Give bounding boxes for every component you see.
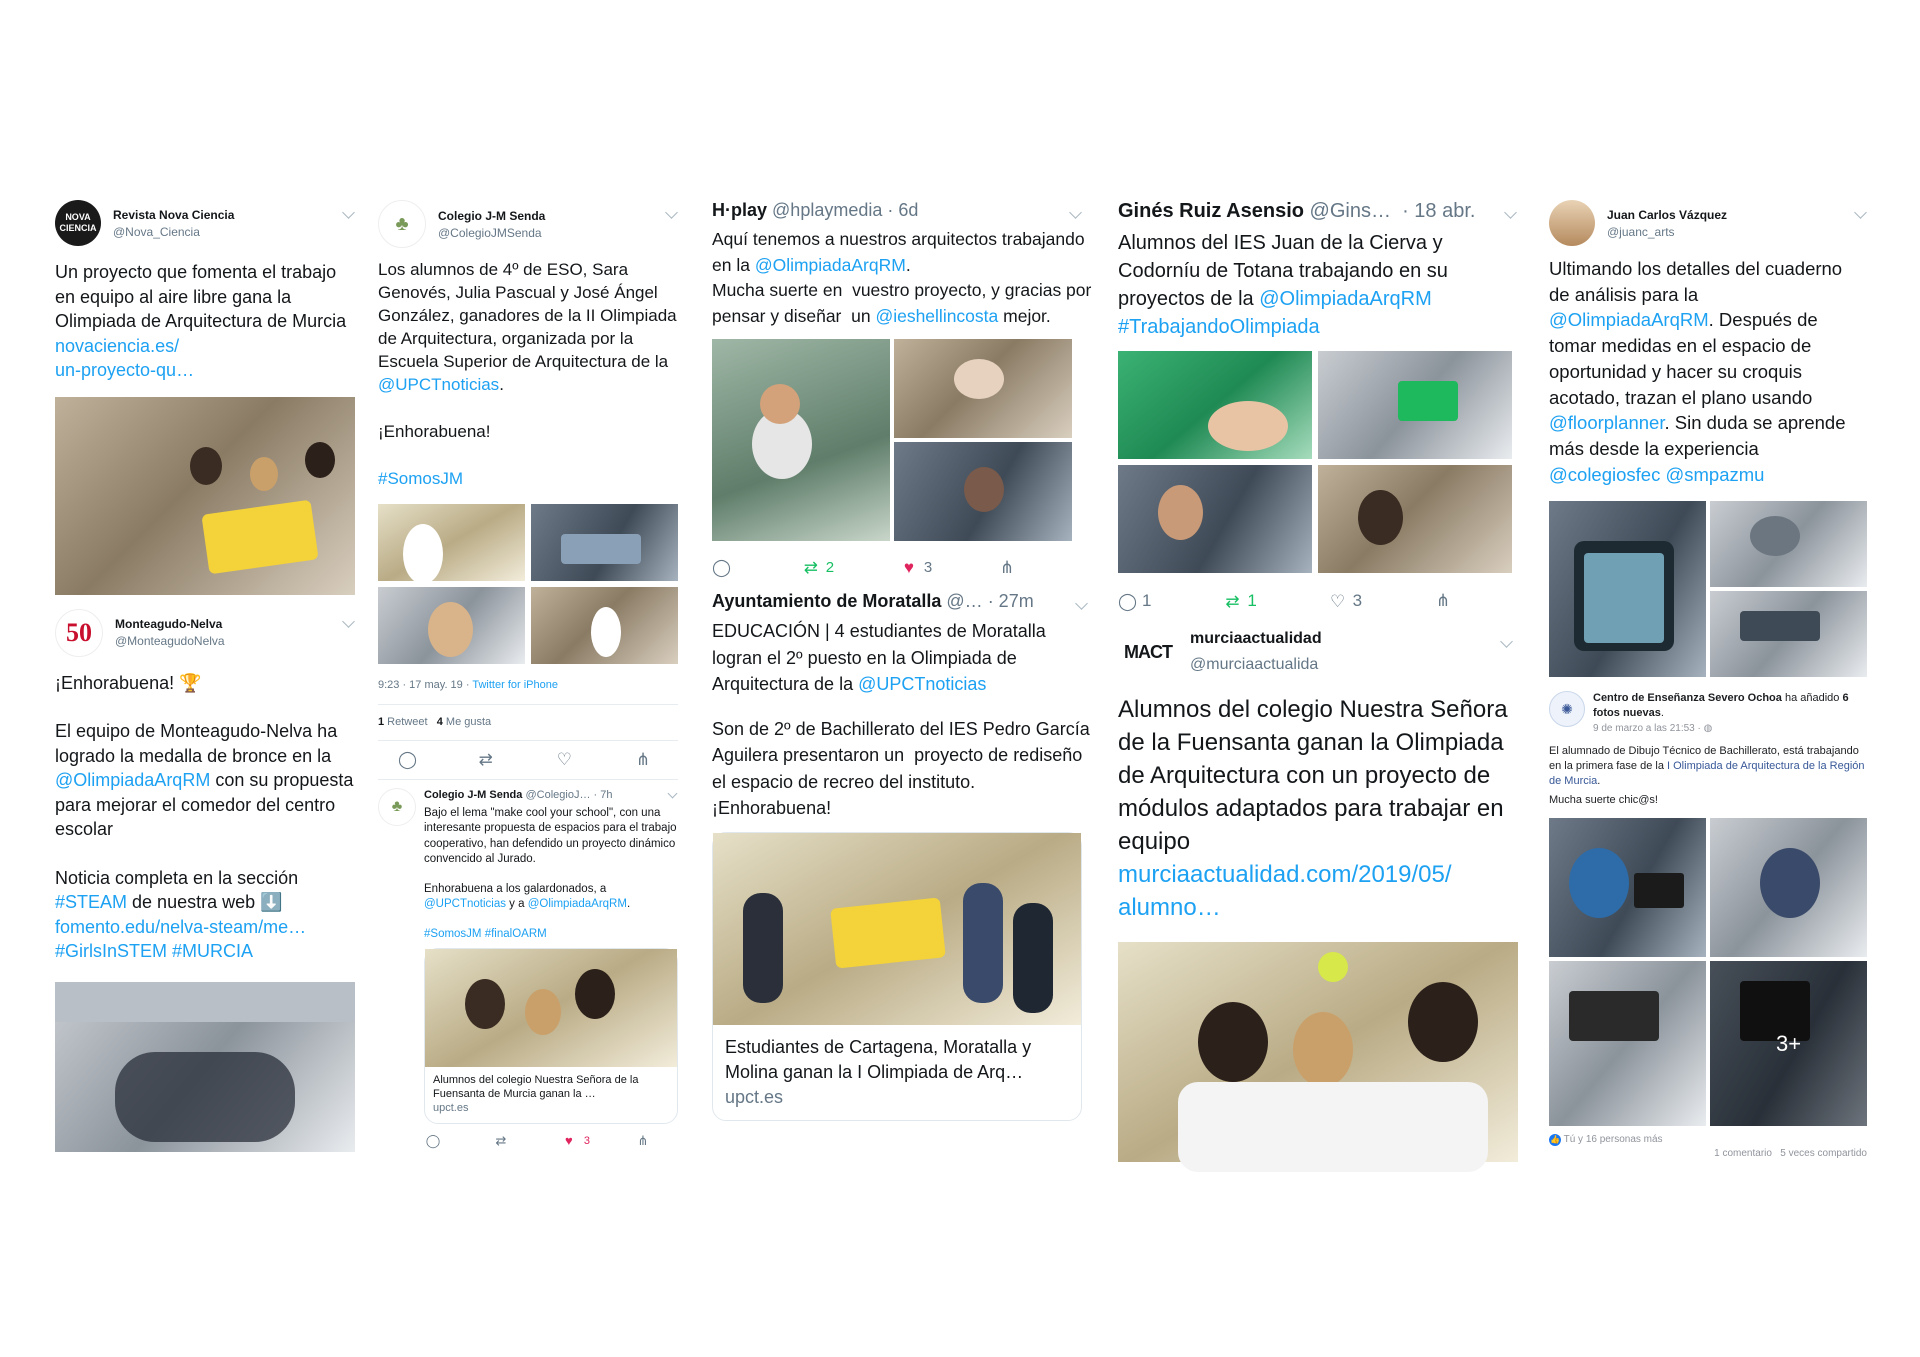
tweet-text: EDUCACIÓN | 4 estudiantes de Moratalla logran el 2º puesto en la Olimpiada de Arquitectura de la @UPCTnoticias <box>712 621 1051 695</box>
avatar-monteagudo[interactable] <box>55 609 103 657</box>
like-count: 3 <box>583 1134 591 1147</box>
post-date[interactable]: 9 de marzo a las 21:53 · ◍ <box>1593 723 1713 735</box>
share-icon[interactable]: ⋔ <box>999 558 1015 578</box>
tweet-time: · 27m <box>987 591 1034 612</box>
photo-students-award <box>55 397 355 595</box>
divider <box>378 779 678 780</box>
mention-link[interactable]: @OlimpiadaArqRM <box>55 770 211 790</box>
like-count: 3 <box>923 559 933 576</box>
tweet-header <box>55 609 355 657</box>
tweet-header <box>712 591 1092 612</box>
tweet-header <box>712 200 1092 221</box>
tweet-text: ¡Enhorabuena! <box>378 422 491 441</box>
author-handle[interactable]: @… <box>946 591 983 612</box>
facebook-post-header <box>1549 691 1867 736</box>
tweet-text: ¡Enhorabuena! 🏆 <box>55 672 202 693</box>
author-name[interactable]: Colegio J-M Senda <box>438 208 546 223</box>
retweet-count: 1 <box>1247 591 1257 610</box>
avatar-jm-senda[interactable] <box>378 788 416 826</box>
tweet-time: · 7h <box>593 789 613 801</box>
column-colegio-jm-senda <box>378 200 682 1200</box>
retweet-count: 2 <box>825 559 835 576</box>
hashtag-link[interactable]: #STEAM <box>55 892 128 912</box>
author-handle[interactable]: @Nova_Ciencia <box>113 224 200 239</box>
photo-1 <box>1118 351 1312 459</box>
tweet-text: El equipo de Monteagudo-Nelva ha logrado la medalla de bronce en la @OlimpiadaArqRM con su propuesta para mejorar el comedor del centro escolar <box>55 721 359 839</box>
like-count: 3 <box>1352 591 1363 610</box>
comment-count[interactable]: 1 comentario <box>1714 1148 1772 1160</box>
card-title: Alumnos del colegio Nuestra Señora de la Fuensanta de Murcia ganan la … <box>433 1074 639 1100</box>
tweet-text: Un proyecto que fomenta el trabajo en equipo al aire libre gana la Olimpiada de Arquitectura de Murcia novaciencia.es/ un-proyecto-qu… <box>55 262 352 380</box>
share-count[interactable]: 5 veces compartido <box>1780 1148 1867 1160</box>
tweet-text: Enhorabuena a los galardonados, a @UPCTnoticias y a @OlimpiadaArqRM. <box>424 882 631 910</box>
tweet-text: Aquí tenemos a nuestros arquitectos trabajando en la @OlimpiadaArqRM. Mucha suerte en vuestro proyecto, y gracias por pensar y diseñar un @ieshellincosta mejor. <box>712 229 1092 326</box>
retweet-icon[interactable]: ⇄ <box>478 750 493 769</box>
column-hplay-moratalla <box>712 200 1092 1200</box>
mention-link[interactable]: @ieshellincosta <box>875 305 999 326</box>
mention-link[interactable]: @UPCTnoticias <box>378 375 500 394</box>
photo-3 <box>1549 961 1706 1126</box>
avatar-jm-senda[interactable] <box>378 200 426 248</box>
avatar-murciaactualidad[interactable] <box>1118 629 1178 675</box>
photo-3 <box>1710 591 1867 677</box>
tweet-photos[interactable] <box>1118 351 1512 573</box>
mention-link[interactable]: @OlimpiadaArqRM <box>754 254 906 275</box>
tweet-link[interactable]: un-proyecto-qu… <box>55 360 195 380</box>
crest-logo-icon: ✺ <box>1561 700 1573 717</box>
facebook-photos[interactable] <box>1549 818 1867 1126</box>
card-image <box>425 949 677 1067</box>
chevron-down-icon[interactable] <box>1075 597 1088 610</box>
like-icon[interactable]: ♡ <box>1330 591 1346 611</box>
tweet-photos[interactable] <box>1549 501 1867 677</box>
share-icon[interactable]: ⋔ <box>635 750 651 769</box>
link-card[interactable] <box>424 948 678 1124</box>
photo-4 <box>1318 465 1512 573</box>
like-icon[interactable]: ♥ <box>903 558 914 578</box>
like-reaction-icon: 👍 <box>1550 1135 1560 1145</box>
author-handle[interactable]: @juanc_arts <box>1607 224 1675 239</box>
retweet-action[interactable] <box>1223 591 1256 611</box>
author-name[interactable]: Monteagudo-Nelva <box>115 617 223 631</box>
card-image <box>713 833 1081 1025</box>
reply-header <box>424 788 678 804</box>
tweet-link[interactable]: fomento.edu/nelva-steam/me… <box>55 916 307 937</box>
mention-link[interactable]: @OlimpiadaArqRM <box>527 898 627 910</box>
more-photos-count: 3+ <box>1775 1030 1802 1056</box>
chevron-down-icon[interactable] <box>1504 206 1517 219</box>
mention-link[interactable]: @UPCTnoticias <box>424 898 506 910</box>
photo-1 <box>1549 818 1706 957</box>
author-name[interactable]: Ayuntamiento de Moratalla <box>712 591 942 612</box>
link-card[interactable] <box>712 832 1082 1121</box>
avatar-nova-ciencia[interactable] <box>55 200 101 246</box>
author-handle[interactable]: @murciaactualida <box>1190 656 1319 673</box>
mention-link[interactable]: @UPCTnoticias <box>858 674 987 695</box>
author-handle[interactable]: @Gins… <box>1309 200 1391 222</box>
tweet-meta: 9:23 · 17 may. 19 · Twitter for iPhone <box>378 679 558 691</box>
like-action[interactable] <box>1329 591 1362 611</box>
facebook-post-author: Centro de Enseñanza Severo Ochoa ha añadido 6 fotos nuevas. 9 de marzo a las 21:53 · ◍ <box>1593 691 1867 736</box>
tweet-header <box>1549 200 1867 246</box>
chevron-down-icon[interactable] <box>342 615 355 628</box>
tweet-text: Alumnos del IES Juan de la Cierva y Codorníu de Totana trabajando en su proyectos de la @OlimpiadaArqRM #TrabajandoOlimpiada <box>1118 232 1454 338</box>
tweet-photos[interactable] <box>712 339 1072 541</box>
hashtag-link[interactable]: #TrabajandoOlimpiada <box>1118 316 1320 338</box>
hashtag-link[interactable]: #SomosJM #finalOARM <box>424 927 547 940</box>
column-gines-murciaactualidad <box>1118 200 1525 1200</box>
chevron-down-icon[interactable] <box>1854 206 1867 219</box>
avatar-text: NOVA CIENCIA <box>59 212 97 233</box>
author-name[interactable]: Ginés Ruiz Asensio <box>1118 200 1304 222</box>
page-name[interactable]: Centro de Enseñanza Severo Ochoa <box>1593 692 1782 705</box>
like-action[interactable] <box>560 1132 590 1150</box>
like-icon[interactable]: ♥ <box>565 1132 573 1148</box>
author-name[interactable]: Revista Nova Ciencia <box>113 207 235 222</box>
tree-logo-icon: ♣ <box>395 212 409 235</box>
reply-icon[interactable]: ◯ <box>398 750 418 769</box>
tweet-text: Ultimando los detalles del cuaderno de análisis para la @OlimpiadaArqRM. Después de tomar medidas en el espacio de oportunidad y hacer su croquis acotado, trazan el plano usando @floorplanner. Sin duda se aprende más desde la experiencia @colegiosfec @smpazmu <box>1549 258 1851 485</box>
avatar-severo-ochoa[interactable] <box>1549 691 1585 727</box>
tweet-photo[interactable] <box>55 982 355 1152</box>
card-domain: upct.es <box>433 1102 469 1114</box>
mention-link[interactable]: @colegiosfec @smpazmu <box>1549 463 1765 485</box>
hashtag-link[interactable]: #SomosJM <box>378 469 464 488</box>
avatar-text: MACT <box>1124 641 1172 662</box>
like-icon[interactable]: ♡ <box>556 750 572 769</box>
tweet-text: Noticia completa en la sección #STEAM de nuestra web ⬇️ fomento.edu/nelva-steam/me… #GirlsInSTEM #MURCIA <box>55 867 307 961</box>
author-name[interactable]: Colegio J-M Senda <box>424 789 523 801</box>
tweet-header <box>378 200 678 248</box>
tweet-header <box>55 200 355 246</box>
tweet-header <box>1118 629 1525 675</box>
photo-1 <box>378 504 525 581</box>
photo-3 <box>894 442 1072 541</box>
share-icon[interactable]: ⋔ <box>637 1132 649 1148</box>
photo-1 <box>712 339 890 541</box>
globe-icon: ◍ <box>1703 723 1713 735</box>
avatar-text: 50 <box>66 617 92 647</box>
retweet-icon[interactable]: ⇄ <box>495 1132 507 1148</box>
facebook-post-text: El alumnado de Dibujo Técnico de Bachillerato, está trabajando en la primera fase de la I Olimpiada de Arquitectura de la Región de Murcia. <box>1549 745 1865 788</box>
author-name[interactable]: murciaactualidad <box>1190 630 1322 647</box>
tweet-text: Son de 2º de Bachillerato del IES Pedro García Aguilera presentaron un proyecto de rediseño el espacio de recreo del instituto. ¡Enhorabuena! <box>712 718 1090 819</box>
divider <box>378 704 678 705</box>
photo-2 <box>1710 818 1867 957</box>
column-juan-carlos-severo-ochoa <box>1549 200 1867 1200</box>
tweet-actions <box>1118 591 1458 611</box>
tweet-time: · 6d <box>887 200 919 220</box>
retweet-icon[interactable]: ⇄ <box>1225 591 1240 611</box>
photo-3 <box>1118 465 1312 573</box>
photo-2 <box>1318 351 1512 459</box>
column-nova-ciencia <box>55 200 359 1200</box>
retweet-count[interactable]: 1 <box>378 715 385 728</box>
photo-4 <box>531 587 678 664</box>
tweet-text: Los alumnos de 4º de ESO, Sara Genovés, Julia Pascual y José Ángel González, ganadores de la II Olimpiada de Arquitectura, organizada por la Escuela Superior de Arquitectura de la @UPCTnoticias. <box>378 260 682 394</box>
author-handle[interactable]: @MonteagudoNelva <box>115 634 225 648</box>
hashtag-link[interactable]: #GirlsInSTEM #MURCIA <box>55 941 254 961</box>
photo-group-students <box>55 982 355 1152</box>
source-link[interactable]: Twitter for iPhone <box>472 679 558 691</box>
mention-link[interactable]: @OlimpiadaArqRM <box>1549 309 1709 331</box>
tweet-link[interactable]: murciaactualidad.com/2019/05/ alumno… <box>1118 861 1459 921</box>
author-name[interactable]: H·play <box>712 200 768 220</box>
tree-logo-icon: ♣ <box>391 798 403 815</box>
like-action[interactable] <box>900 559 932 577</box>
tweet-actions <box>378 751 678 769</box>
card-title: Estudiantes de Cartagena, Moratalla y Molina ganan la I Olimpiada de Arq… <box>725 1036 1037 1082</box>
facebook-reactions[interactable]: 👍 Tú y 16 personas más <box>1550 1134 1663 1146</box>
retweet-action[interactable] <box>802 559 834 577</box>
author-handle[interactable]: @ColegioJ… <box>525 789 591 801</box>
tweet-text: Bajo el lema "make cool your school", con una interesante propuesta de espacios para el trabajo cooperativo, han defendido un proyecto dinámico convencido al Jurado. <box>424 806 677 865</box>
tweet-photo[interactable] <box>55 397 355 595</box>
tweet-header <box>1118 200 1525 223</box>
chevron-down-icon[interactable] <box>665 206 678 219</box>
reply-icon[interactable]: ◯ <box>1118 591 1138 611</box>
facebook-post-text: Mucha suerte chic@s! <box>1549 794 1658 807</box>
mention-link[interactable]: @floorplanner <box>1549 412 1665 434</box>
reply-tweet <box>378 788 678 1150</box>
tweet-stats: 1 Retweet 4 Me gusta <box>378 715 492 728</box>
post-link[interactable]: I Olimpiada de Arquitectura de la Región de Murcia <box>1549 760 1865 788</box>
tweet-text: Alumnos del colegio Nuestra Señora de la Fuensanta ganan la Olimpiada de Arquitectura con un proyecto de módulos adaptados para trabajar en equipo murciaactualidad.com/2019/05/ alumno… <box>1118 696 1515 921</box>
mention-link[interactable]: @OlimpiadaArqRM <box>1259 288 1432 310</box>
photo-1 <box>1549 501 1706 677</box>
tweet-actions <box>424 1132 678 1150</box>
reply-icon[interactable]: ◯ <box>425 1132 441 1148</box>
reply-icon[interactable]: ◯ <box>712 558 732 578</box>
tweet-photos[interactable] <box>378 504 678 664</box>
reply-action[interactable] <box>1118 591 1151 611</box>
facebook-engagement <box>1549 1148 1867 1159</box>
share-icon[interactable]: ⋔ <box>1435 591 1451 610</box>
photo-2 <box>1710 501 1867 587</box>
photo-2 <box>531 504 678 581</box>
chevron-down-icon[interactable] <box>1069 206 1082 219</box>
photo-3 <box>378 587 525 664</box>
photo-more[interactable] <box>1710 961 1867 1126</box>
reply-count: 1 <box>1142 591 1152 610</box>
card-domain: upct.es <box>725 1086 784 1107</box>
chevron-down-icon[interactable] <box>342 206 355 219</box>
author-handle[interactable]: @hplaymedia <box>772 200 883 220</box>
photo-2 <box>894 339 1072 438</box>
tweet-actions <box>712 559 1022 577</box>
author-handle[interactable]: @ColegioJMSenda <box>438 225 542 240</box>
divider <box>378 740 678 741</box>
tweet-photo[interactable] <box>1118 942 1518 1162</box>
avatar-juan-carlos[interactable] <box>1549 200 1595 246</box>
tweet-link[interactable]: novaciencia.es/ <box>55 335 180 356</box>
chevron-down-icon[interactable] <box>1500 635 1513 648</box>
like-count[interactable]: 4 <box>436 715 443 728</box>
tweet-time: · 18 abr. <box>1402 200 1476 222</box>
author-name[interactable]: Juan Carlos Vázquez <box>1607 207 1728 222</box>
retweet-icon[interactable]: ⇄ <box>803 558 818 578</box>
